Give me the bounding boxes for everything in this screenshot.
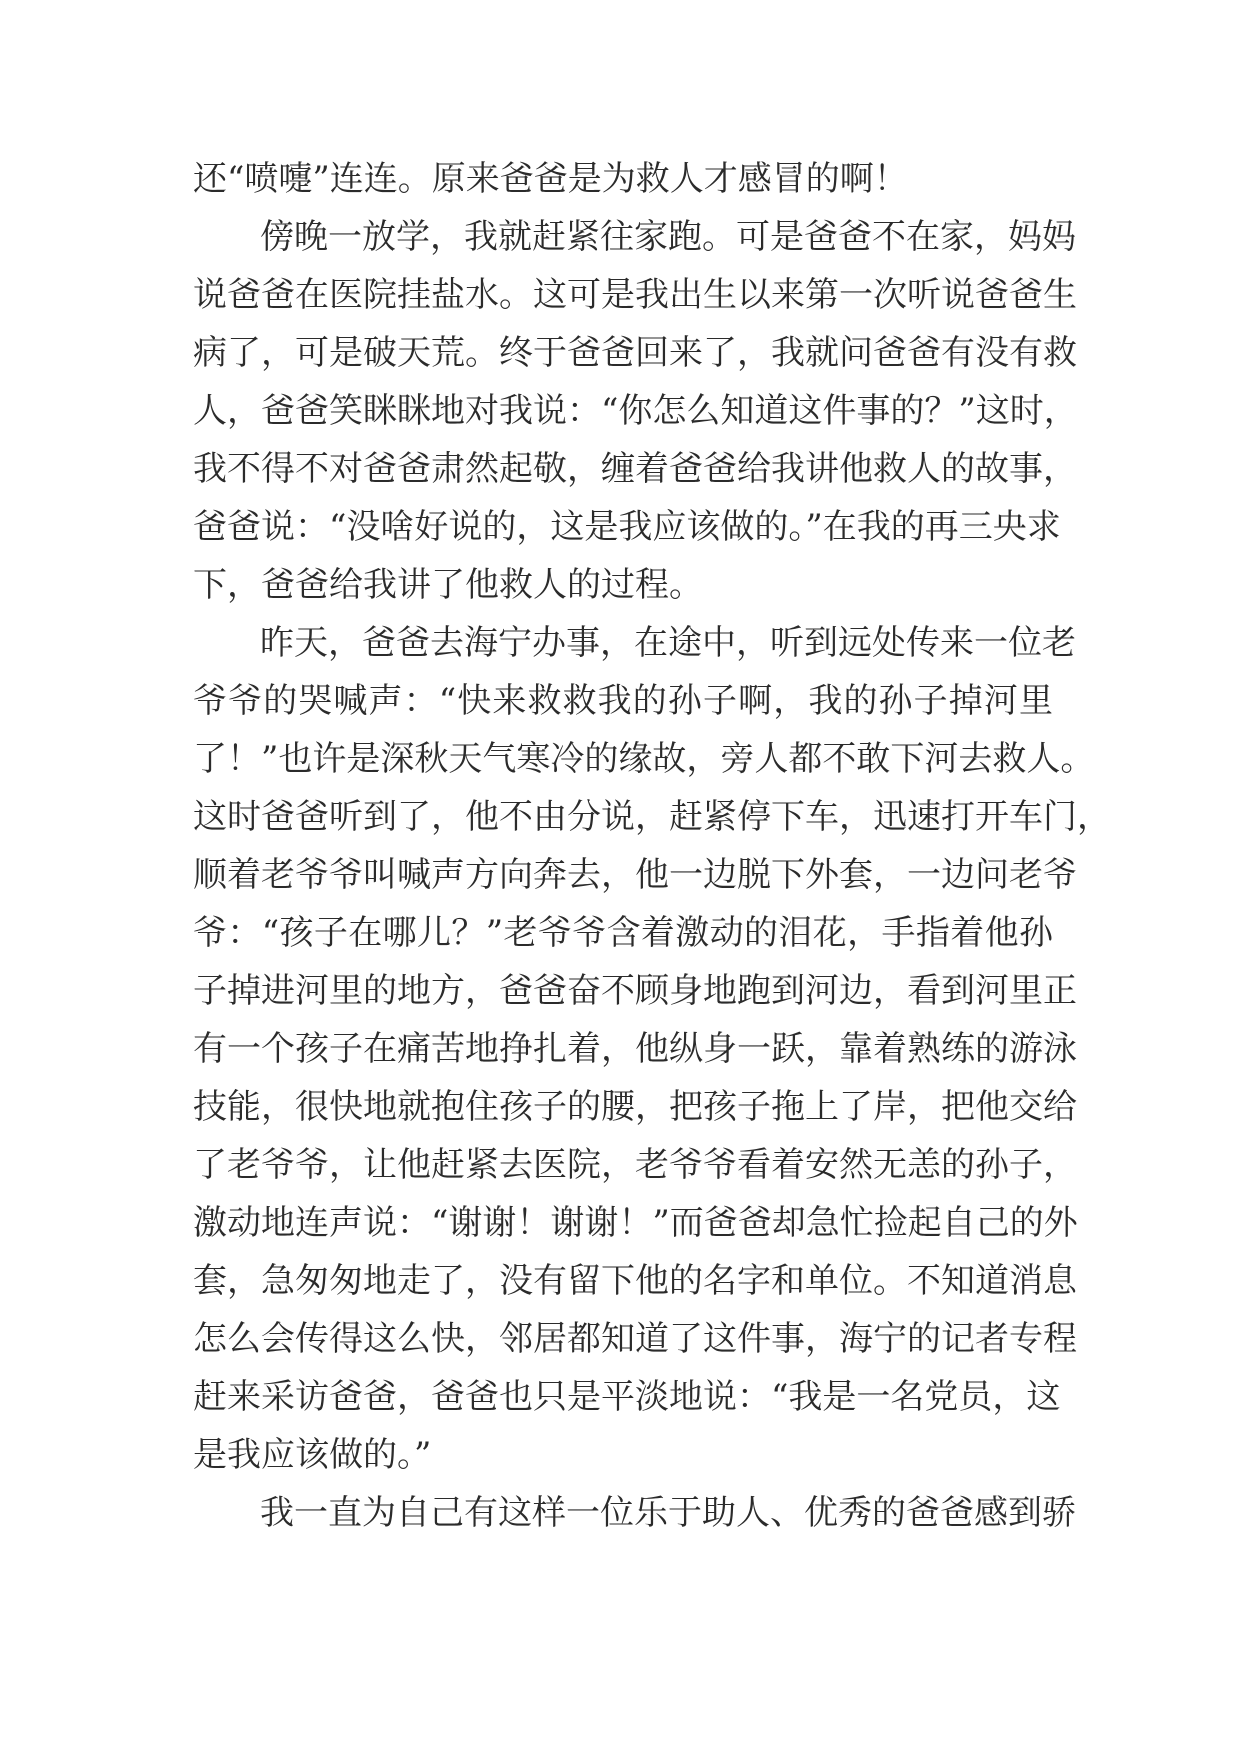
text-line-4: 病了，可是破天荒。终于爸爸回来了，我就问爸爸有没有救 [193, 333, 1077, 373]
text-line-9: 昨天，爸爸去海宁办事，在途中，听到远处传来一位老 [260, 623, 1076, 663]
text-line-21: 怎么会传得这么快，邻居都知道了这件事，海宁的记者专程 [193, 1319, 1077, 1359]
text-line-16: 有一个孩子在痛苦地挣扎着，他纵身一跃，靠着熟练的游泳 [193, 1029, 1077, 1069]
text-line-22: 赶来采访爸爸，爸爸也只是平淡地说：“我是一名党员，这 [193, 1377, 1061, 1417]
text-line-23: 是我应该做的。” [193, 1435, 432, 1475]
text-line-13: 顺着老爷爷叫喊声方向奔去，他一边脱下外套，一边问老爷 [193, 855, 1077, 895]
text-line-18: 了老爷爷，让他赶紧去医院，老爷爷看着安然无恙的孙子， [193, 1145, 1077, 1185]
text-line-11: 了！”也许是深秋天气寒冷的缘故，旁人都不敢下河去救人。 [193, 739, 1095, 779]
text-line-20: 套，急匆匆地走了，没有留下他的名字和单位。不知道消息 [193, 1261, 1077, 1301]
text-line-6: 我不得不对爸爸肃然起敬，缠着爸爸给我讲他救人的故事， [193, 449, 1077, 489]
text-line-15: 子掉进河里的地方，爸爸奋不顾身地跑到河边，看到河里正 [193, 971, 1077, 1011]
text-line-10: 爷爷的哭喊声：“快来救救我的孙子啊，我的孙子掉河里 [193, 681, 1053, 721]
text-line-24: 我一直为自己有这样一位乐于助人、优秀的爸爸感到骄 [260, 1493, 1076, 1533]
text-line-14: 爷：“孩子在哪儿？”老爷爷含着激动的泪花，手指着他孙 [193, 913, 1053, 953]
text-line-3: 说爸爸在医院挂盐水。这可是我出生以来第一次听说爸爸生 [193, 275, 1077, 315]
text-line-1: 还“喷嚏”连连。原来爸爸是为救人才感冒的啊！ [193, 159, 908, 199]
text-line-17: 技能，很快地就抱住孩子的腰，把孩子拖上了岸，把他交给 [193, 1087, 1077, 1127]
text-line-12: 这时爸爸听到了，他不由分说，赶紧停下车，迅速打开车门， [193, 797, 1111, 837]
text-line-2: 傍晚一放学，我就赶紧往家跑。可是爸爸不在家，妈妈 [260, 217, 1076, 257]
text-line-8: 下，爸爸给我讲了他救人的过程。 [193, 565, 703, 605]
text-line-5: 人，爸爸笑眯眯地对我说：“你怎么知道这件事的？”这时， [193, 391, 1078, 431]
text-line-7: 爸爸说：“没啥好说的，这是我应该做的。”在我的再三央求 [193, 507, 1061, 547]
text-line-19: 激动地连声说：“谢谢！谢谢！”而爸爸却急忙捡起自己的外 [193, 1203, 1078, 1243]
